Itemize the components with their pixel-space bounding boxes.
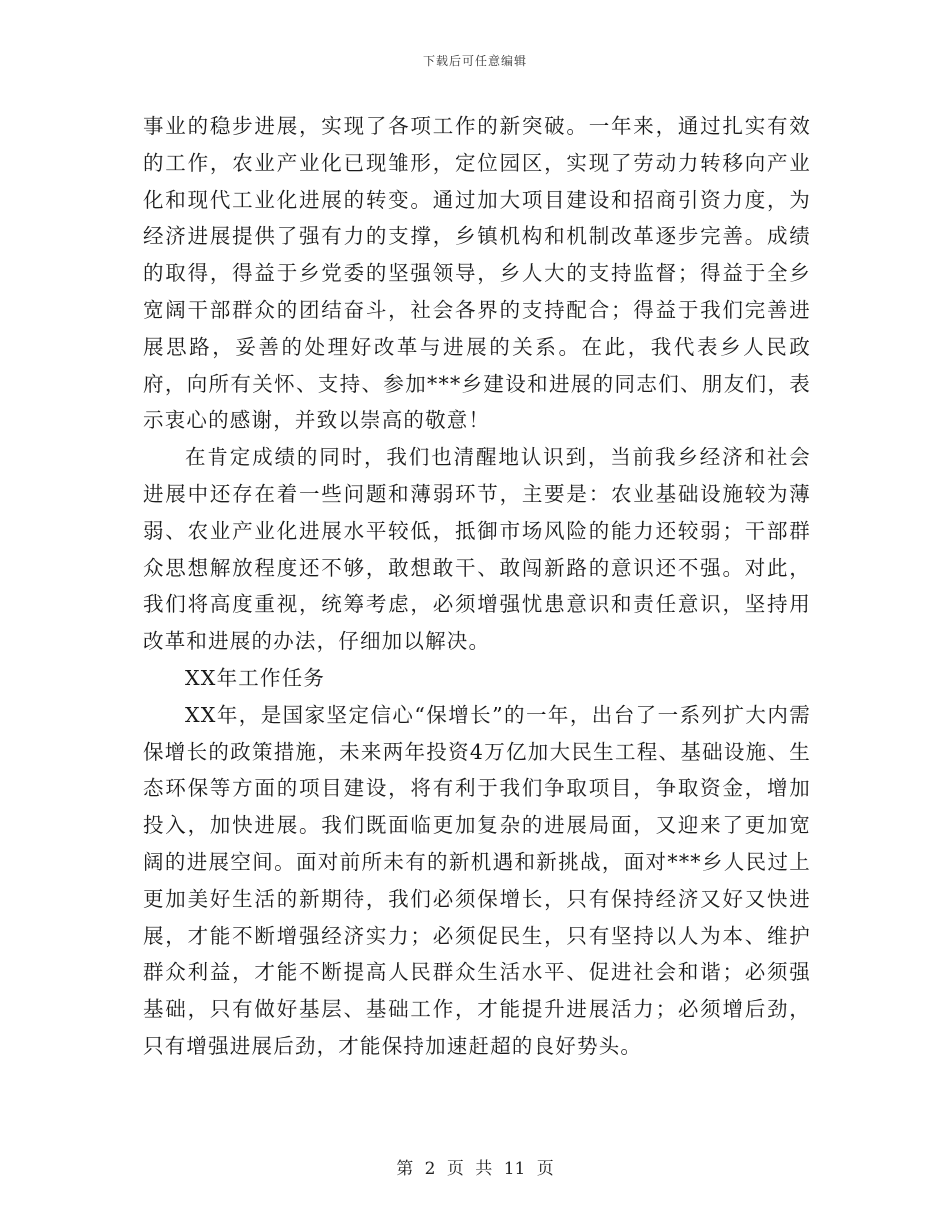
section-heading-tasks: XX年工作任务 <box>185 665 326 690</box>
paragraph-tasks: XX年，是国家坚定信心“保增长”的一年，出台了一系列扩大内需保增长的政策措施，未来两年投资4万亿加大民生工程、基础设施、生态环保等方面的项目建设，将有利于我们争取项目，争取资金，增加投入，加快进展。我们既面临更加复杂的进展局面，又迎来了更加宽阔的进展空间。面对前所未有的新机遇和新挑战，面对***乡人民过上更加美好生活的新期待，我们必须保增长，只有保持经济又好又快进展，才能不断增强经济实力；必须促民生，只有坚持以人为本、维护群众利益，才能不断提高人民群众生活水平、促进社会和谐；必须强基础，只有做好基层、基础工作，才能提升进展活力；必须增后劲，只有增强进展后劲，才能保持加速赶超的良好势头。 <box>143 702 811 1058</box>
page-header: 下载后可任意编辑 <box>422 54 527 68</box>
document-body <box>143 108 811 1065</box>
paragraph-problems: 在肯定成绩的同时，我们也清醒地认识到，当前我乡经济和社会进展中还存在着一些问题和薄弱环节，主要是：农业基础设施较为薄弱、农业产业化进展水平较低，抵御市场风险的能力还较弱；干部群众思想解放程度还不够，敢想敢干、敢闯新路的意识还不强。对此，我们将高度重视，统筹考虑，必须增强忧患意识和责任意识，坚持用改革和进展的办法，仔细加以解决。 <box>143 445 811 654</box>
page-number: 第 2 页 共 11 页 <box>396 1159 554 1179</box>
paragraph-achievements: 事业的稳步进展，实现了各项工作的新突破。一年来，通过扎实有效的工作，农业产业化已现雏形，定位园区，实现了劳动力转移向产业化和现代工业化进展的转变。通过加大项目建设和招商引资力度，为经济进展提供了强有力的支撑，乡镇机构和机制改革逐步完善。成绩的取得，得益于乡党委的坚强领导，乡人大的支持监督；得益于全乡宽阔干部群众的团结奋斗，社会各界的支持配合；得益于我们完善进展思路，妥善的处理好改革与进展的关系。在此，我代表乡人民政府，向所有关怀、支持、参加***乡建设和进展的同志们、朋友们，表示衷心的感谢，并致以崇高的敬意！ <box>143 114 811 433</box>
